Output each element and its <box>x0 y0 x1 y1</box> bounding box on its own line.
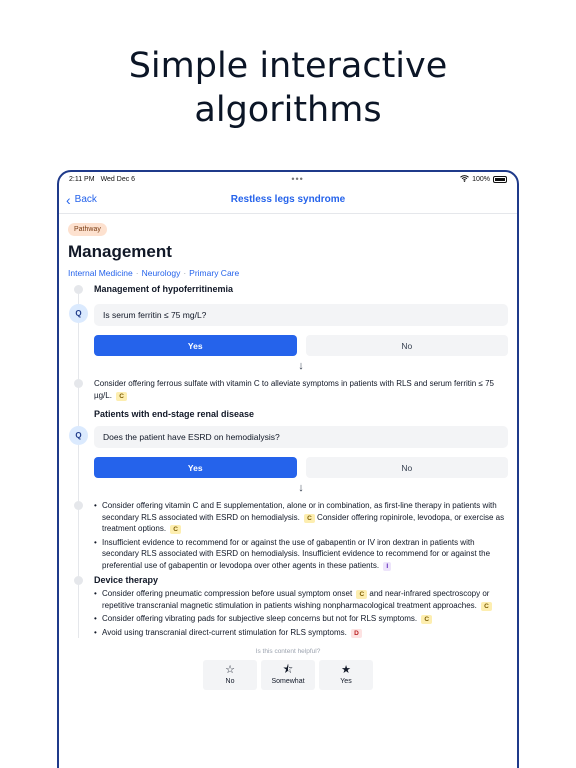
evidence-badge-c[interactable]: C <box>356 590 367 599</box>
answer-group-ferritin <box>94 335 508 356</box>
recommendation-row <box>68 575 508 638</box>
evidence-badge-c[interactable]: C <box>170 525 181 534</box>
evidence-badge-c[interactable]: C <box>421 615 432 624</box>
status-time: 2:11 PM <box>69 175 95 183</box>
recommendation-text: Consider offering ferrous sulfate with vitamin C to alleviate symptoms in patients with RLS and serum ferritin ≤ 75 µg/L. <box>94 379 494 400</box>
answer-group-esrd <box>94 457 508 478</box>
recommendation-text: Consider offering vitamin C and E supplementation, alone or in combination, as first-line therapy in patients with secondary RLS associated with ESRD on hemodialysis. <box>102 501 497 522</box>
page-title: Management <box>68 242 172 261</box>
question-badge: Q <box>69 304 88 323</box>
question-row <box>68 426 508 494</box>
recommendation-text: Insufficient evidence to recommend for or against the use of gabapentin or IV iron dextran in patients with secondary RLS associated with ESRD on hemodialysis. Insufficient evidence to recommend for or against the preferential use of gabapentin or levodopa over other agents in these patients. <box>102 537 491 570</box>
status-bar <box>59 172 517 186</box>
category-link-internal-medicine[interactable]: Internal Medicine <box>68 268 133 278</box>
rating-no-button[interactable] <box>203 660 257 690</box>
main-content <box>59 214 517 690</box>
timeline-dot <box>74 379 83 388</box>
recommendation-text: Consider offering ropinirole, levodopa, or exercise as treatment options. <box>102 512 505 533</box>
question-row <box>68 304 508 372</box>
timeline-dot <box>74 285 83 294</box>
section-heading-esrd: Patients with end-stage renal disease <box>94 409 255 419</box>
star-outline-icon: ☆ <box>225 664 235 676</box>
recommendation-list-esrd <box>94 500 508 571</box>
yes-button-ferritin[interactable]: Yes <box>94 335 297 356</box>
recommendation-row <box>68 378 508 401</box>
rating-yes-button[interactable] <box>319 660 373 690</box>
recommendation-text: Consider offering vibrating pads for subjective sleep concerns but not for RLS symptoms. <box>102 614 418 623</box>
no-button-ferritin[interactable]: No <box>306 335 509 356</box>
list-item <box>94 500 508 535</box>
recommendation-text: Consider offering pneumatic compression before usual symptom onset <box>102 589 353 598</box>
category-link-neurology[interactable]: Neurology <box>141 268 181 278</box>
feedback-rating-group <box>68 660 508 690</box>
status-date: Wed Dec 6 <box>100 175 136 183</box>
list-item <box>94 627 508 639</box>
tablet-frame <box>57 170 519 768</box>
question-ferritin: Is serum ferritin ≤ 75 mg/L? <box>94 304 508 326</box>
battery-icon <box>493 176 507 183</box>
section-heading-device-therapy: Device therapy <box>94 575 159 585</box>
section-heading-hypoferritinemia: Management of hypoferritinemia <box>94 284 234 294</box>
nav-title: Restless legs syndrome <box>230 194 346 205</box>
multitask-dots-icon[interactable]: ••• <box>291 174 304 184</box>
no-button-esrd[interactable]: No <box>306 457 509 478</box>
rating-label: Somewhat <box>271 678 305 685</box>
category-separator: · <box>135 268 139 278</box>
timeline-dot <box>74 501 83 510</box>
star-filled-icon: ★ <box>341 664 351 676</box>
evidence-badge-c[interactable]: C <box>304 514 315 523</box>
recommendation-text: and near-infrared spectroscopy or repetitive transcranial magnetic stimulation in patients wishing nonpharmacological treatment approaches. <box>102 589 490 610</box>
yes-button-esrd[interactable]: Yes <box>94 457 297 478</box>
question-badge: Q <box>69 426 88 445</box>
evidence-badge-i[interactable]: I <box>383 562 391 571</box>
step-heading-row <box>68 409 508 419</box>
back-button[interactable] <box>66 191 97 208</box>
step-heading-row <box>68 284 508 294</box>
headline-line-1: Simple interactive <box>128 46 448 86</box>
evidence-badge-c[interactable]: C <box>116 392 127 401</box>
star-half-icon: ⯪ <box>282 664 294 676</box>
battery-percent: 100% <box>472 175 490 183</box>
list-item <box>94 613 508 625</box>
rating-label: No <box>225 678 235 685</box>
promo-headline <box>0 44 576 132</box>
list-item <box>94 588 508 611</box>
recommendation-ferrous-sulfate <box>94 378 508 401</box>
category-links <box>68 268 508 278</box>
pathway-pill: Pathway <box>68 223 107 236</box>
recommendation-list-device <box>94 588 508 638</box>
rating-label: Yes <box>340 678 352 685</box>
arrow-down-icon: ↓ <box>298 360 304 372</box>
navigation-bar <box>59 186 517 214</box>
evidence-badge-c[interactable]: C <box>481 602 492 611</box>
rating-somewhat-button[interactable] <box>261 660 315 690</box>
category-separator: · <box>183 268 187 278</box>
timeline-dot <box>74 576 83 585</box>
wifi-icon <box>460 175 469 184</box>
question-esrd: Does the patient have ESRD on hemodialysis? <box>94 426 508 448</box>
feedback-question: Is this content helpful? <box>255 648 321 655</box>
recommendation-row <box>68 500 508 571</box>
evidence-badge-d[interactable]: D <box>351 629 362 638</box>
chevron-left-icon: ‹ <box>66 191 71 208</box>
recommendation-text: Avoid using transcranial direct-current stimulation for RLS symptoms. <box>102 627 347 637</box>
back-label: Back <box>74 194 97 205</box>
arrow-down-icon: ↓ <box>298 482 304 494</box>
headline-line-2: algorithms <box>194 90 382 130</box>
list-item <box>94 537 508 572</box>
category-link-primary-care[interactable]: Primary Care <box>189 268 240 278</box>
algorithm-flow <box>68 284 508 638</box>
